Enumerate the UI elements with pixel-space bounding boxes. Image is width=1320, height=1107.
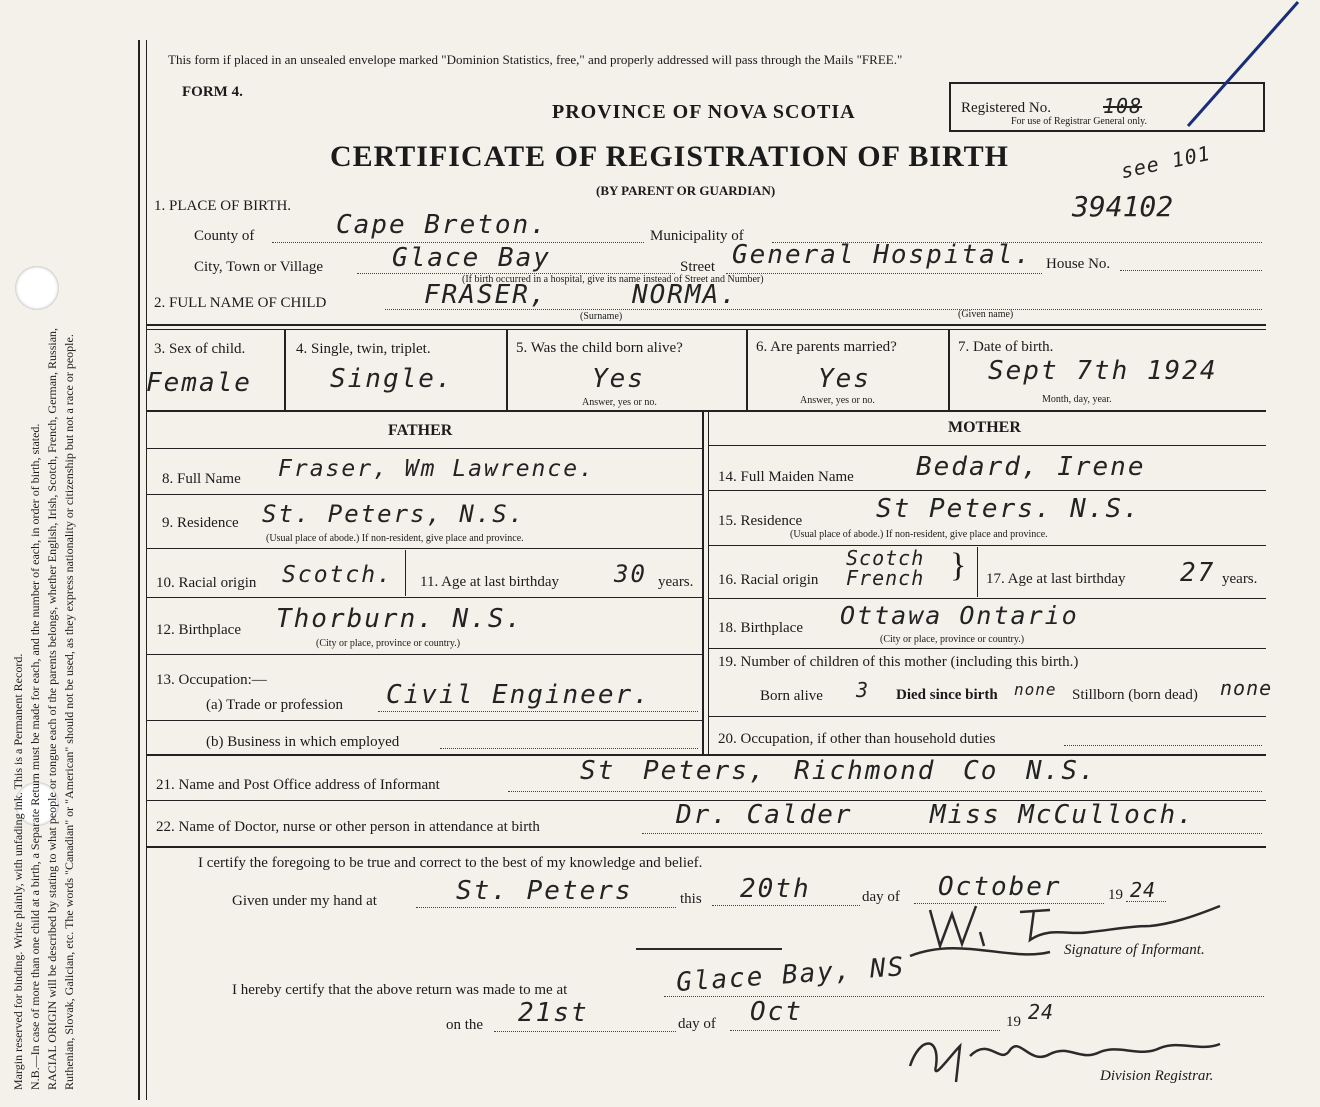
street-note: (If birth occurred in a hospital, give its name instead of Street and Number) [462,274,764,285]
rule [146,410,1266,412]
divider [284,330,286,410]
father-bp: Thorburn. N.S. [276,604,524,634]
father-bp-note: (City or place, province or country.) [316,638,461,649]
date-value: Sept 7th 1924 [988,356,1218,386]
certify-text: I certify the foregoing to be true and correct to the best of my knowledge and belief. [198,855,703,871]
married-label: 6. Are parents married? [756,339,897,355]
doctor-label: 22. Name of Doctor, nurse or other person in attendance at birth [156,819,540,835]
father-name: Fraser, Wm Lawrence. [278,456,595,482]
this-label: this [680,891,702,907]
annotation-number: 394102 [1072,190,1174,223]
father-name-label: 8. Full Name [162,471,241,487]
stillborn-value: none [1220,676,1273,700]
rule [146,654,702,655]
mother-bp: Ottawa Ontario [840,601,1079,630]
father-age: 30 [614,560,647,588]
sex-label: 3. Sex of child. [154,341,246,357]
divider [948,330,950,410]
children-label: 19. Number of children of this mother (including this birth.) [718,654,1079,670]
mother-res: St Peters. N.S. [876,494,1141,524]
father-heading: FATHER [388,422,453,439]
street-value: General Hospital. [732,240,1033,270]
rule [708,598,1266,599]
married-value: Yes [818,364,871,394]
rule [146,597,702,598]
rule [708,445,1266,446]
informant-signature-label: Signature of Informant. [1064,942,1205,958]
mother-occ-label: 20. Occupation, if other than household duties [718,731,996,747]
divider [506,330,508,410]
father-res: St. Peters, N.S. [262,500,526,528]
rule [146,448,702,449]
registrar-signature-label: Division Registrar. [1100,1068,1214,1084]
rule [146,324,1266,326]
on-the-label: on the [446,1017,484,1033]
trade-value: Civil Engineer. [386,680,651,710]
race-brace: } [950,547,967,584]
informant-label: 21. Name and Post Office address of Informant [156,777,440,793]
registrar-month: Oct [750,997,803,1027]
child-given: NORMA. [632,280,738,310]
mother-race-2: French [846,566,925,590]
mother-heading: MOTHER [948,419,1021,436]
margin-instructions [10,30,130,1090]
registrar-note: For use of Registrar General only. [1011,116,1147,127]
rule [146,329,1266,330]
father-age-label: 11. Age at last birthday [420,574,559,590]
form-number: FORM 4. [182,84,243,100]
margin-line: Ruthenian, Slovak, Galician, etc. The words "Canadian" or "American" should not be used, as they express nationality or citizenship but not a race or people. [62,334,76,1090]
province-heading: PROVINCE OF NOVA SCOTIA [552,101,856,123]
reg-day-line [494,1031,676,1032]
registrar-place: Glace Bay, NS [675,952,907,998]
surname-note: (Surname) [580,311,623,322]
annotation-see: see 101 [1118,140,1213,184]
municipality-label: Municipality of [650,228,744,244]
single-value: Single. [330,364,454,394]
mother-res-note: (Usual place of abode.) If non-resident, give place and province. [790,529,1048,540]
alive-note: Answer, yes or no. [582,397,657,408]
place-heading: 1. PLACE OF BIRTH. [154,198,292,214]
father-res-note: (Usual place of abode.) If non-resident, give place and province. [266,533,524,544]
county-label: County of [194,228,255,244]
given-label: Given under my hand at [232,893,377,909]
died-value: none [1014,680,1057,699]
stillborn-label: Stillborn (born dead) [1072,687,1198,703]
child-name-label: 2. FULL NAME OF CHILD [154,295,327,311]
margin-rule-2 [146,40,147,1100]
given-day: 20th [740,874,811,904]
mother-years: years. [1222,571,1258,587]
parent-divider-2 [708,412,709,754]
margin-line: N.B.—In case of more than one child at a birth, a Separate Return must be made for each, and the number of each, in order of birth, stated. [28,423,42,1090]
day-line [712,905,860,906]
given-place: St. Peters [456,876,633,906]
given-note: (Given name) [958,309,1014,320]
sex-value: Female [146,368,252,398]
year-prefix: 19 [1108,887,1123,903]
married-note: Answer, yes or no. [800,395,875,406]
born-alive-label: Born alive [760,688,823,704]
given-line [416,907,676,908]
certificate-title: CERTIFICATE OF REGISTRATION OF BIRTH [330,140,1009,173]
day-of-label: day of [862,889,900,905]
divider [977,547,978,597]
mother-age: 27 [1180,558,1216,588]
mother-race-label: 16. Racial origin [718,572,819,588]
informant-value: St Peters, Richmond Co N.S. [580,756,1097,786]
mother-bp-label: 18. Birthplace [718,620,803,636]
mail-note: This form if placed in an unsealed envelope marked "Dominion Statistics, free," and properly addressed will pass through the Mails "FREE." [168,52,903,67]
mother-bp-note: (City or place, province or country.) [880,634,1025,645]
mother-age-label: 17. Age at last birthday [986,571,1126,587]
margin-line: Margin reserved for binding. Write plainly, with unfading ink. This is a Permanent Record. [11,653,25,1090]
date-label: 7. Date of birth. [958,339,1054,355]
alive-label: 5. Was the child born alive? [516,340,683,356]
rule [708,545,1266,546]
reg-year-prefix: 19 [1006,1014,1021,1030]
doctor-value-2: Miss McCulloch. [930,800,1195,830]
divider [405,550,406,596]
doctor-line [642,833,1262,834]
rule [708,648,1266,649]
single-label: 4. Single, twin, triplet. [296,341,431,357]
doctor-value-1: Dr. Calder [676,800,853,830]
divider [746,330,748,410]
house-label: House No. [1046,256,1111,272]
rule [708,490,1266,491]
father-years: years. [658,574,694,590]
pen-stroke [636,948,782,950]
registrar-certify-text: I hereby certify that the above return was made to me at [232,982,568,998]
reg-year-suffix: 24 [1028,1000,1055,1024]
house-line [1120,270,1262,271]
county-value: Cape Breton. [336,210,548,240]
mother-occ-line [1064,745,1262,746]
mother-res-label: 15. Residence [718,513,803,529]
father-race: Scotch. [282,562,393,588]
informant-line [508,791,1262,792]
mother-race-1: Scotch [846,546,925,570]
street-label: Street [680,259,715,275]
city-label: City, Town or Village [194,259,324,275]
father-race-label: 10. Racial origin [156,575,257,591]
trade-line [378,711,698,712]
child-surname: FRASER, [424,280,548,310]
street-line [726,273,1042,274]
mother-name-label: 14. Full Maiden Name [718,469,854,485]
business-line [440,748,698,749]
rule [708,716,1266,717]
city-value: Glace Bay [392,243,551,273]
rule [146,720,702,721]
registered-label: Registered No. [961,100,1051,116]
died-label: Died since birth [896,687,998,703]
alive-value: Yes [592,364,645,394]
father-res-label: 9. Residence [162,515,239,531]
father-bp-label: 12. Birthplace [156,622,241,638]
rule [146,846,1266,848]
given-month: October [938,872,1062,902]
margin-rule [138,40,140,1100]
reg-day-of-label: day of [678,1016,716,1032]
mother-name: Bedard, Irene [916,452,1146,482]
business-label: (b) Business in which employed [206,734,400,750]
born-alive-value: 3 [856,678,870,702]
trade-label: (a) Trade or profession [206,697,344,713]
registrar-day: 21st [518,998,589,1028]
rule [146,548,702,549]
father-occ-label: 13. Occupation:— [156,672,267,688]
year-suffix: 24 [1130,878,1157,902]
margin-line: RACIAL ORIGIN will be described by stating to what people or tongue each of the parents belongs, whether English, Irish, Scotch, French, German, Russian, [45,327,59,1090]
pen-mark [1180,0,1300,130]
date-note: Month, day, year. [1042,394,1112,405]
registered-number: 108 [1103,94,1143,118]
parent-divider [702,412,704,754]
rule [146,494,702,495]
certificate-subtitle: (BY PARENT OR GUARDIAN) [596,183,776,198]
